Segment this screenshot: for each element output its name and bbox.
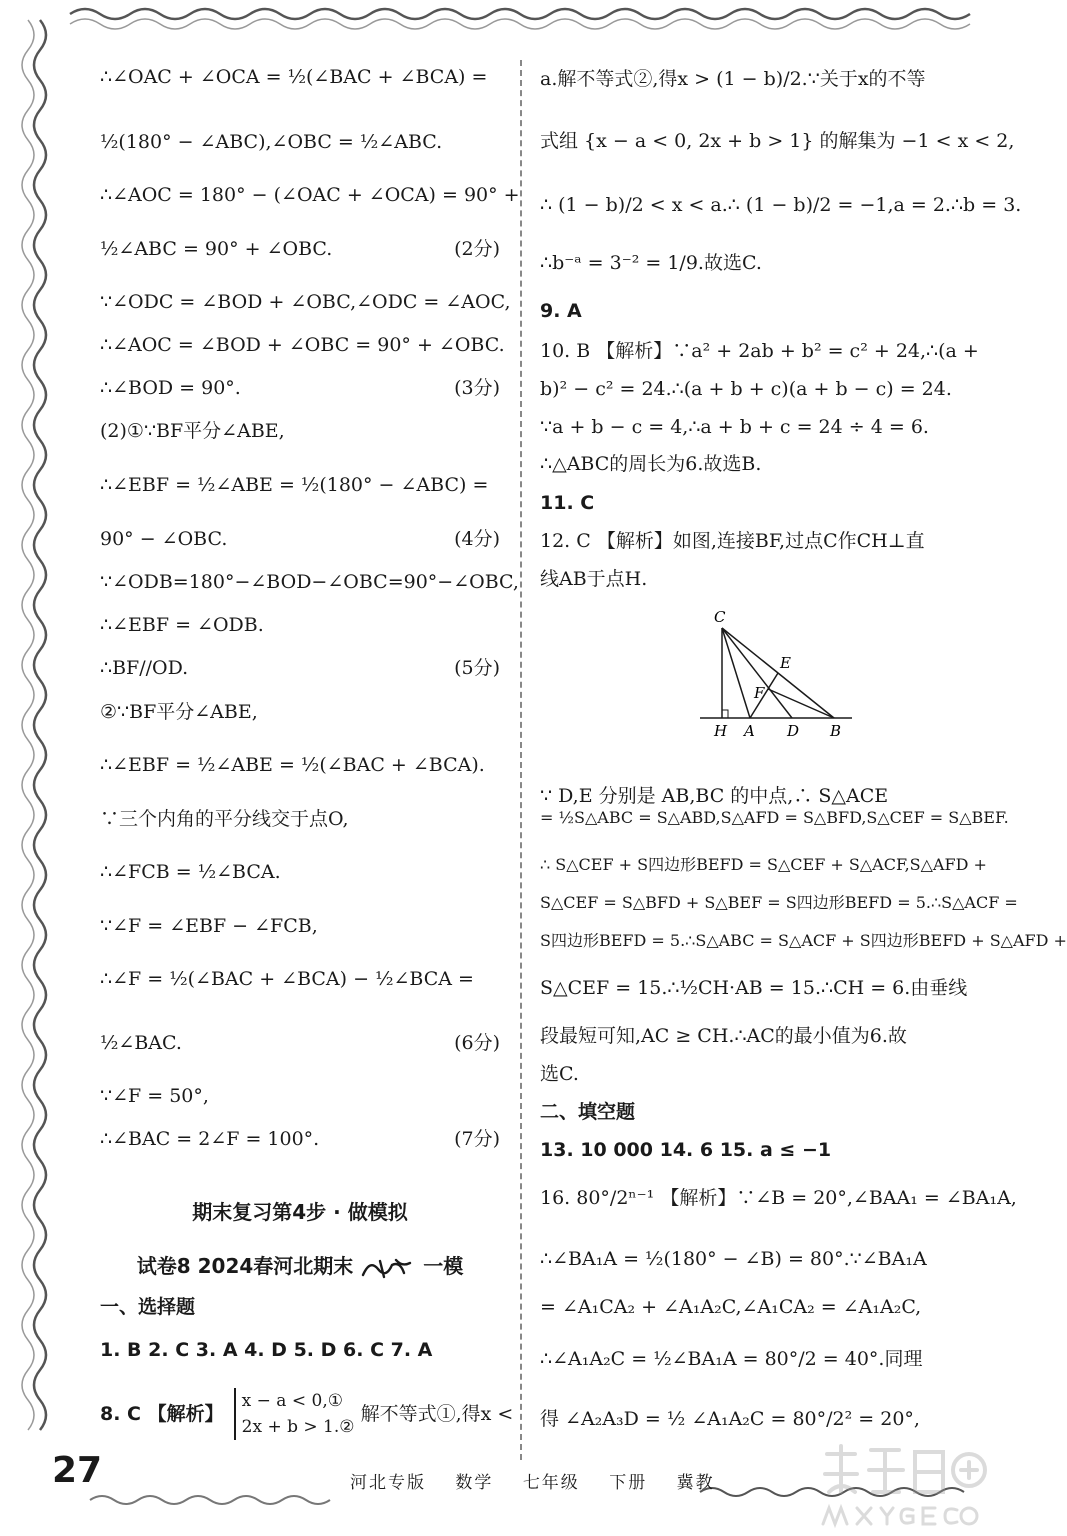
- left-line: ½∠ABC = 90° + ∠OBC. (2分): [100, 238, 500, 260]
- label-e: E: [780, 654, 791, 672]
- right-line: S△CEF = 15.∴½CH·AB = 15.∴CH = 6.由垂线: [540, 977, 968, 999]
- left-line: ½∠BAC. (6分): [100, 1032, 500, 1054]
- footer-info: [350, 1468, 737, 1493]
- left-line: ½(180° − ∠ABC),∠OBC = ½∠ABC.: [100, 131, 443, 153]
- triangle-figure: [692, 606, 862, 766]
- right-line: 线AB于点H.: [540, 568, 648, 590]
- section-label: 一、选择题: [100, 1296, 196, 1318]
- label-a: A: [744, 722, 755, 740]
- left-line: ∴∠AOC = 180° − (∠OAC + ∠OCA) = 90° +: [100, 184, 520, 206]
- left-line: ∵∠F = ∠EBF − ∠FCB,: [100, 915, 318, 937]
- left-line: ∴∠EBF = ∠ODB.: [100, 614, 264, 636]
- right-line: = ∠A₁CA₂ + ∠A₁A₂C,∠A₁CA₂ = ∠A₁A₂C,: [540, 1296, 922, 1318]
- line-bf: [768, 689, 834, 718]
- left-line: ∴∠AOC = ∠BOD + ∠OBC = 90° + ∠OBC.: [100, 334, 505, 356]
- right-line: 二、填空题: [540, 1101, 636, 1123]
- column-divider: [520, 60, 522, 1460]
- left-wavy-border: [0, 0, 66, 1536]
- left-line: ∵三个内角的平分线交于点O,: [100, 808, 349, 830]
- right-line: 13. 10 000 14. 6 15. a ≤ −1: [540, 1139, 832, 1161]
- brand-logo-icon: [360, 1257, 416, 1279]
- page-number: 27: [52, 1450, 103, 1491]
- left-line: ②∵BF平分∠ABE,: [100, 701, 258, 723]
- right-line: 12. C 【解析】如图,连接BF,过点C作CH⊥直: [540, 530, 925, 552]
- footer-publisher: 冀教: [676, 1473, 715, 1493]
- right-line: ∴ (1 − b)/2 < x < a.∴ (1 − b)/2 = −1,a = 2.∴b = 3.: [540, 194, 1022, 216]
- right-line: S四边形BEFD = 5.∴S△ABC = S△ACF + S四边形BEFD + S△AFD +: [540, 931, 1067, 950]
- score-label: (4分): [454, 528, 500, 550]
- right-line: ∴△ABC的周长为6.故选B.: [540, 453, 762, 475]
- left-line: ∴∠EBF = ½∠ABE = ½(180° − ∠ABC) =: [100, 474, 489, 496]
- q8-line: 8. C 【解析】 x − a < 0,① 2x + b > 1.② 解不等式①,得x <: [100, 1388, 513, 1444]
- left-line: 90° − ∠OBC. (4分): [100, 528, 500, 550]
- left-line: ∴BF//OD. (5分): [100, 657, 500, 679]
- left-line: ∴∠EBF = ½∠ABE = ½(∠BAC + ∠BCA).: [100, 754, 485, 776]
- right-line: 11. C: [540, 492, 595, 514]
- right-line: 9. A: [540, 300, 582, 322]
- right-line: = ½S△ABC = S△ABD,S△AFD = S△BFD,S△CEF = S△BEF.: [540, 808, 1009, 827]
- watermark-logo-icon: [815, 1440, 990, 1532]
- label-c: C: [714, 608, 726, 626]
- right-line: b)² − c² = 24.∴(a + b + c)(a + b − c) = 24.: [540, 378, 952, 400]
- label-b: B: [830, 722, 842, 740]
- left-line: (2)①∵BF平分∠ABE,: [100, 420, 285, 442]
- right-line: ∴b⁻ᵃ = 3⁻² = 1/9.故选C.: [540, 252, 762, 274]
- footer-volume: 下册: [609, 1473, 648, 1493]
- score-label: (3分): [454, 377, 500, 399]
- paper-title: 试卷8 2024春河北期末 一模: [136, 1254, 464, 1278]
- left-line: ∴∠F = ½(∠BAC + ∠BCA) − ½∠BCA =: [100, 968, 474, 990]
- left-line: ∴∠BAC = 2∠F = 100°. (7分): [100, 1128, 500, 1150]
- line-cd: [722, 628, 792, 718]
- footer-edition: 河北专版: [350, 1473, 426, 1493]
- label-f: F: [754, 684, 765, 702]
- answer-row: 1. B 2. C 3. A 4. D 5. D 6. C 7. A: [100, 1339, 433, 1361]
- right-line: ∵ D,E 分别是 AB,BC 的中点,∴ S△ACE: [540, 785, 889, 807]
- right-line: ∴ S△CEF + S四边形BEFD = S△CEF + S△ACF,S△AFD +: [540, 855, 987, 874]
- left-line: ∴∠FCB = ½∠BCA.: [100, 861, 281, 883]
- score-label: (7分): [454, 1128, 500, 1150]
- score-label: (5分): [454, 657, 500, 679]
- right-line: 10. B 【解析】∵a² + 2ab + b² = c² + 24,∴(a +: [540, 340, 979, 362]
- left-line: ∴∠BOD = 90°. (3分): [100, 377, 500, 399]
- score-label: (6分): [454, 1032, 500, 1054]
- right-line: S△CEF = S△BFD + S△BEF = S四边形BEFD = 5.∴S△ACF =: [540, 893, 1018, 912]
- right-line: a.解不等式②,得x > (1 − b)/2.∵关于x的不等: [540, 68, 926, 90]
- left-line: ∵∠F = 50°,: [100, 1085, 209, 1107]
- footer-grade: 七年级: [522, 1473, 580, 1493]
- score-label: (2分): [454, 238, 500, 260]
- label-d: D: [787, 722, 800, 740]
- left-line: ∵∠ODC = ∠BOD + ∠OBC,∠ODC = ∠AOC,: [100, 291, 511, 313]
- line-ca: [722, 628, 750, 718]
- section-heading: 期末复习第4步 · 做模拟: [192, 1200, 408, 1224]
- right-line: 得 ∠A₂A₃D = ½ ∠A₁A₂C = 80°/2² = 20°,: [540, 1408, 920, 1430]
- right-line: ∴∠BA₁A = ½(180° − ∠B) = 80°.∵∠BA₁A: [540, 1248, 927, 1270]
- right-line: ∴∠A₁A₂C = ½∠BA₁A = 80°/2 = 40°.同理: [540, 1348, 923, 1370]
- right-line: 段最短可知,AC ≥ CH.∴AC的最小值为6.故: [540, 1025, 907, 1047]
- left-line: ∵∠ODB=180°−∠BOD−∠OBC=90°−∠OBC,: [100, 571, 519, 593]
- right-line: ∵a + b − c = 4,∴a + b + c = 24 ÷ 4 = 6.: [540, 416, 929, 438]
- top-wavy-border: [0, 0, 998, 40]
- right-line: 选C.: [540, 1063, 579, 1085]
- footer-subject: 数学: [455, 1473, 494, 1493]
- right-line: 式组 {x − a < 0, 2x + b > 1} 的解集为 −1 < x < 2,: [540, 130, 1015, 152]
- label-h: H: [714, 722, 728, 740]
- left-line: ∴∠OAC + ∠OCA = ½(∠BAC + ∠BCA) =: [100, 66, 488, 88]
- right-line: 16. 80°/2ⁿ⁻¹ 【解析】∵∠B = 20°,∠BAA₁ = ∠BA₁A,: [540, 1187, 1017, 1209]
